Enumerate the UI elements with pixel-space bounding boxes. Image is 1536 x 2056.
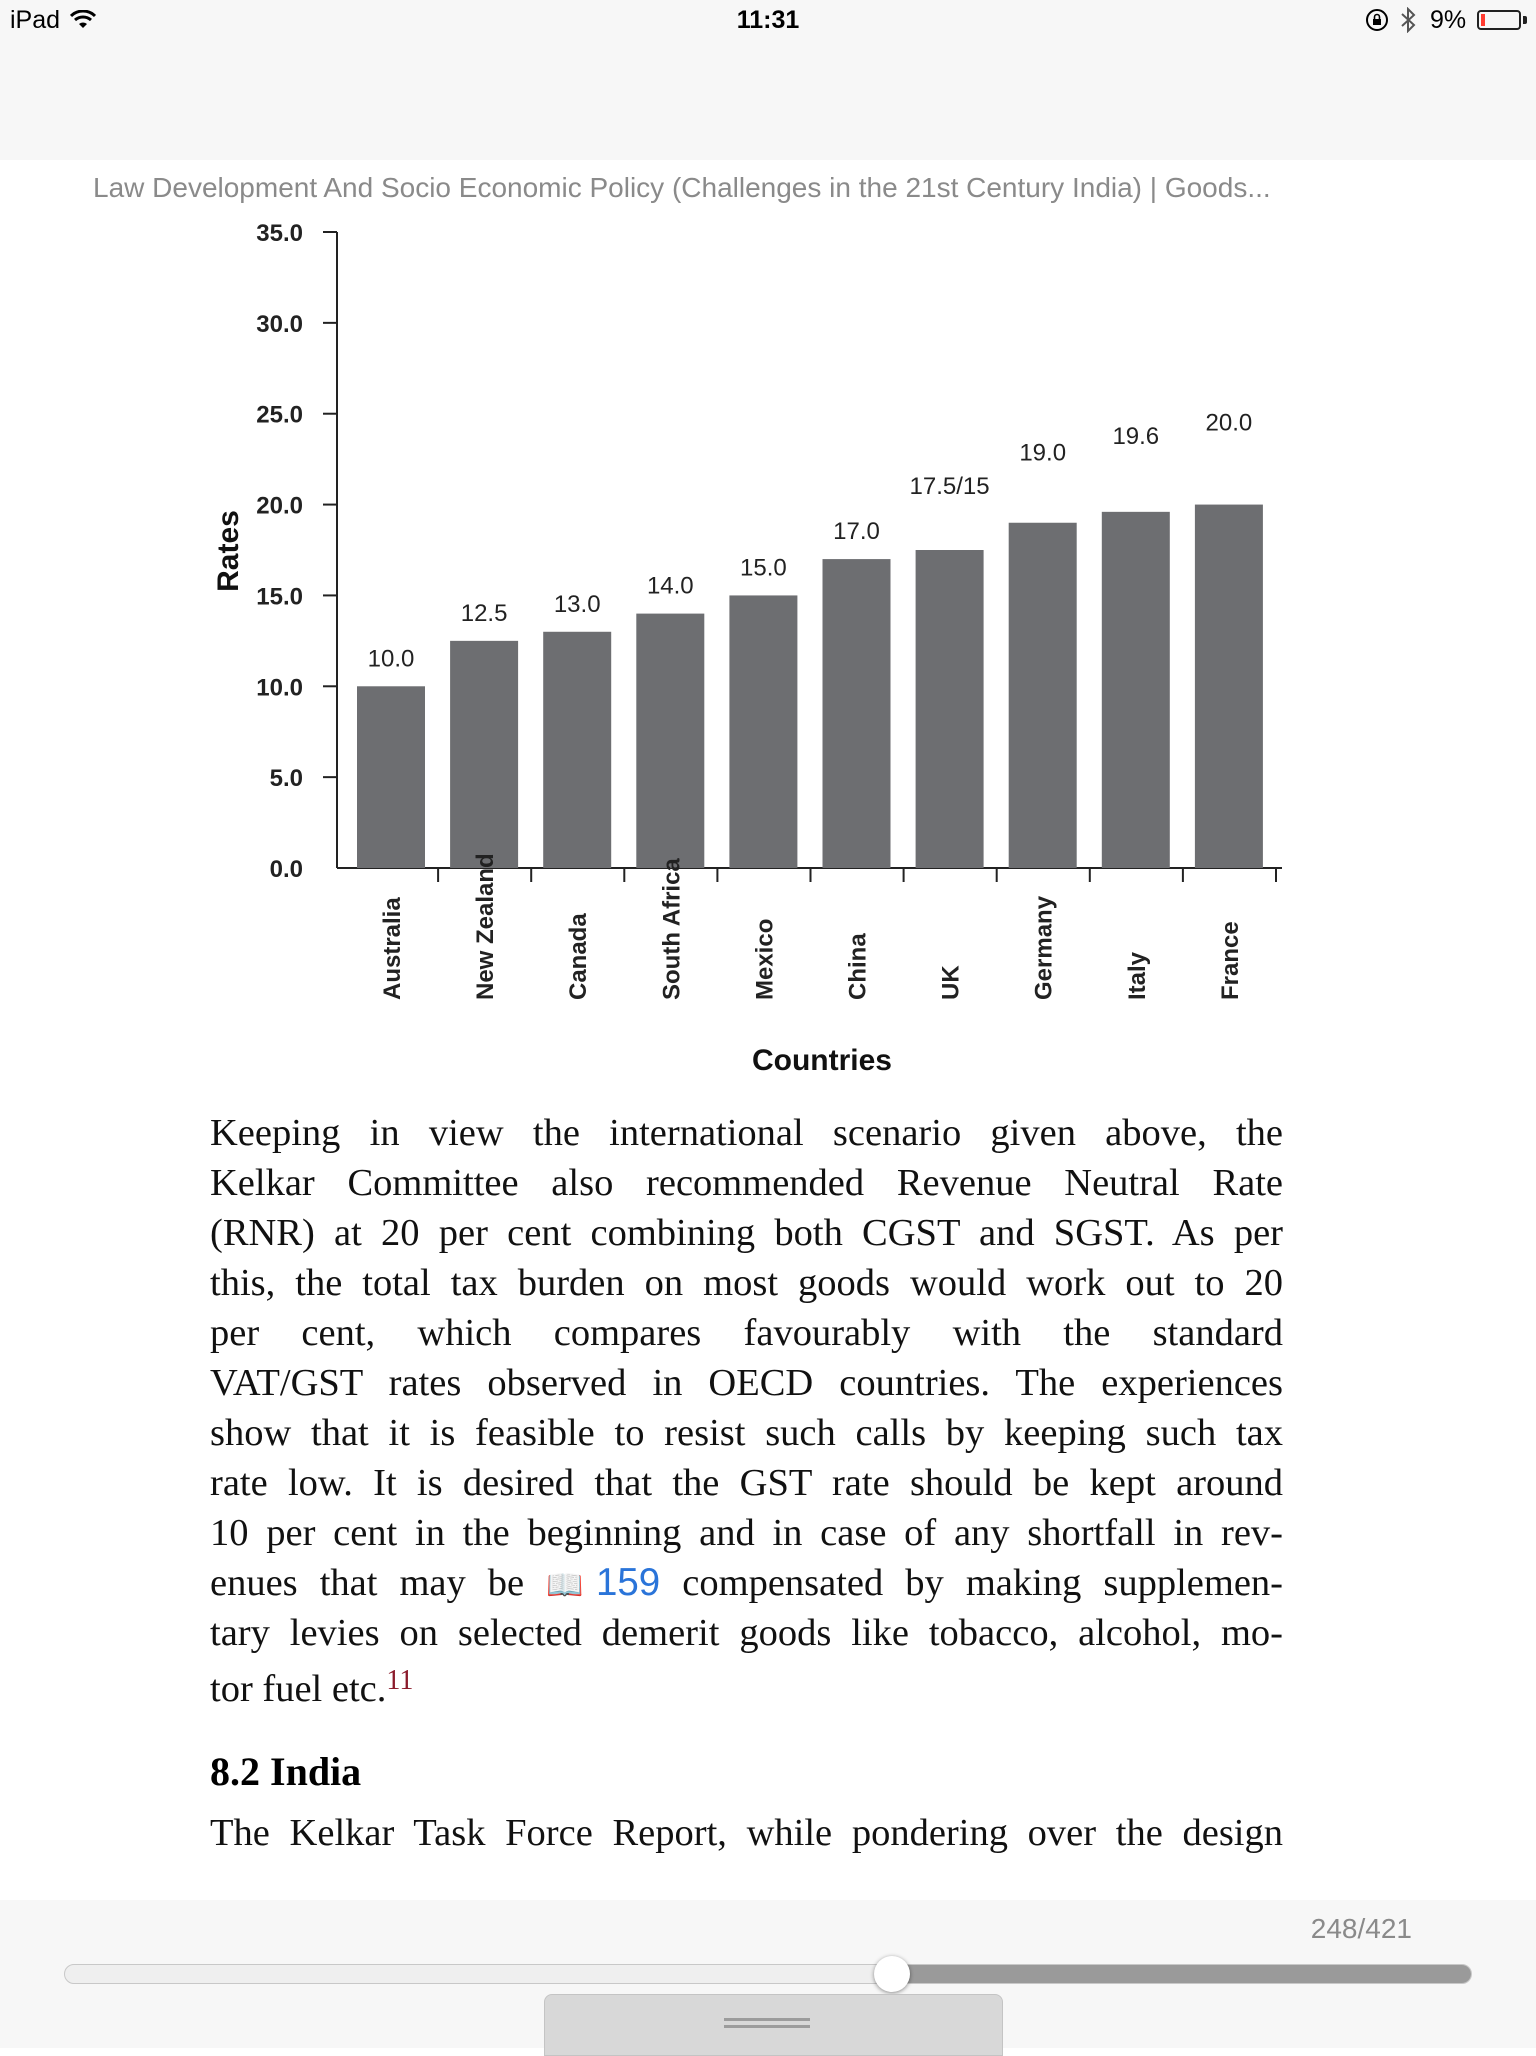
text-line: (RNR) at 20 per cent combining both CGST and SGST. As per xyxy=(210,1212,1283,1254)
category-label: South Africa xyxy=(658,858,686,1000)
category-label: Italy xyxy=(1123,951,1151,1000)
device-name: iPad xyxy=(10,6,61,34)
bar[interactable] xyxy=(1009,523,1077,868)
category-label: Germany xyxy=(1030,895,1058,1000)
data-label: 12.5 xyxy=(460,599,508,627)
page-counter: 248/421 xyxy=(1310,1913,1412,1944)
y-axis-title: Rates xyxy=(212,510,245,592)
text-line: rate low. It is desired that the GST rate should be kept around xyxy=(210,1462,1283,1504)
text-line: 10 per cent in the beginning and in case of any shortfall in rev- xyxy=(210,1512,1283,1554)
text-line: show that it is feasible to resist such calls by keeping such tax xyxy=(210,1412,1283,1454)
data-label: 15.0 xyxy=(740,554,787,582)
bar[interactable] xyxy=(636,614,704,868)
page-slider-thumb[interactable] xyxy=(874,1956,910,1992)
text-line: per cent, which compares favourably with the standard xyxy=(210,1312,1283,1354)
y-tick-label: 0.0 xyxy=(269,856,303,883)
data-label: 19.6 xyxy=(1112,422,1160,450)
bar[interactable] xyxy=(729,595,797,868)
y-tick-label: 10.0 xyxy=(256,674,303,702)
data-label: 14.0 xyxy=(646,572,694,600)
text-line: VAT/GST rates observed in OECD countries. The experiences xyxy=(210,1362,1283,1404)
page-slider-remaining xyxy=(892,1965,1471,1983)
category-label: UK xyxy=(937,965,965,1000)
text-line xyxy=(210,1664,1283,1714)
data-label: 10.0 xyxy=(367,645,415,673)
y-tick-label: 15.0 xyxy=(256,583,303,611)
text-line xyxy=(210,1558,1283,1608)
grip-icon xyxy=(724,2018,810,2028)
x-axis-title: Countries xyxy=(751,1044,893,1077)
y-tick-label: 20.0 xyxy=(256,492,303,520)
section-heading: 8.2 India xyxy=(210,1749,362,1794)
page-link[interactable]: 159 xyxy=(595,1561,661,1604)
bar[interactable] xyxy=(1102,512,1170,868)
data-label: 17.5/15 xyxy=(909,473,990,500)
bar[interactable] xyxy=(450,641,518,868)
footnote-link[interactable]: 11 xyxy=(386,1665,414,1696)
bar[interactable] xyxy=(916,550,984,868)
y-tick-label: 35.0 xyxy=(256,220,303,247)
status-time: 11:31 xyxy=(736,6,800,34)
text-fragment: compensated by making supplemen- xyxy=(660,1562,1283,1604)
bar[interactable] xyxy=(823,559,891,868)
book-page-icon[interactable]: 📖 xyxy=(546,1568,596,1603)
bar[interactable] xyxy=(1195,505,1263,868)
data-label: 19.0 xyxy=(1019,439,1067,467)
category-label: Australia xyxy=(379,897,406,1000)
y-tick-label: 25.0 xyxy=(256,401,303,429)
category-label: Mexico xyxy=(751,918,779,1000)
text-line: Keeping in view the international scenario given above, the xyxy=(210,1112,1283,1154)
book-title[interactable]: Law Development And Socio Economic Policy (Challenges in the 21st Century India) | Goods... xyxy=(93,172,1271,203)
data-label: 17.0 xyxy=(833,518,880,546)
paragraph: The Kelkar Task Force Report, while pondering over the design xyxy=(210,1812,1283,1854)
battery-percent: 9% xyxy=(1430,6,1467,34)
category-label: Canada xyxy=(565,913,593,1000)
bar[interactable] xyxy=(543,632,611,868)
text-line: this, the total tax burden on most goods would work out to 20 xyxy=(210,1262,1283,1304)
category-label: New Zealand xyxy=(472,853,500,1000)
y-tick-label: 5.0 xyxy=(269,765,303,793)
category-label: France xyxy=(1216,921,1244,1000)
text-line: Kelkar Committee also recommended Revenue Neutral Rate xyxy=(210,1162,1283,1204)
text-line: tary levies on selected demerit goods like tobacco, alcohol, mo- xyxy=(210,1612,1283,1654)
category-label: China xyxy=(844,933,872,1000)
data-label: 13.0 xyxy=(553,590,601,618)
y-tick-label: 30.0 xyxy=(256,310,303,338)
bar[interactable] xyxy=(357,686,425,868)
paragraph xyxy=(210,1108,1283,1714)
text-fragment: enues that may be xyxy=(210,1562,547,1604)
data-label: 20.0 xyxy=(1205,409,1253,437)
text-fragment: tor fuel etc. xyxy=(210,1668,387,1710)
